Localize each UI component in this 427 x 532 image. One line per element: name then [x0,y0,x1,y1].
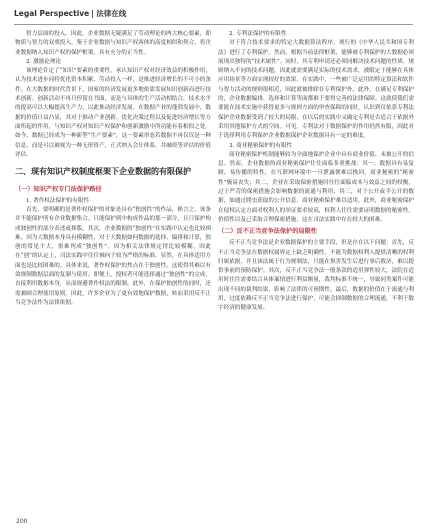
subheading-trade-secret: 3. 商业秘密保护的有限性 [229,142,293,149]
paragraph-labor-theory-end: 智力层面的投入。因此，企业数据无疑满足了劳动理论的两大核心要素，即物质与智力的双重投入。鉴于企业数据与知识产权客体的高度相似和契合，将企业数据纳入知识产权的保护框架，具有充分的正当性。 [15,31,211,56]
subheading-incentive-theory: 2. 激励论理论 [26,58,62,65]
paragraph-incentive-theory: 该理论肯定了“知识”要素的重要性，承认知识产权对经济效益的积极作用，认为技术进步同将优化资本积累、劳动投入一样，是推进经济增长的不可小的条件。在大数据的时代背景下，国家的经济发展更多地依靠发展知识创新而进行技术创新。创新活动不再只停留在书面，而是与具体的生产活动相结合，技术水平的提高可以大幅提高生产力，以此推动经济发展。在数据产业的蓬勃发展中，数据的价值日益凸显，其对于推动产业创新、优化决策过程以及促进经济增长等方面所起的作用，与知识产权对知识产权保护和创新激励中所功能有着相似之处。如今，数据已经成为一种新型“生产要素”，这一要素形态若数据不再仅仅是一种信息，而是可以被视为一种无形资产，正式纳入会计体系，并融资等评估的价值评估。 [15,68,211,158]
journal-brand: Legal Perspective [14,9,90,18]
subsection-title-unfair-competition: （二）反不正当竞争法保护的局限性 [218,228,317,236]
right-column [218,30,414,314]
running-header [14,4,413,25]
paragraph-unfair-competition: 反不正当竞争法是企业数据保护的主要手段，但是存在以下问题：首先，反不正当竞争法在数据权属界定上缺乏明确性，不能为数据权利人提供清晰的权利归属依据，并且该法属于行为规制法，只能在损害发生后进行事后救济，难以提供事前的预防保护。其次，反不正当竞争法一般条款的适用弹性较大，法院在适用时往往需要结合具体案情进行利益衡量，裁判标准不统一，导致同类案件可能出现不同的裁判结果，影响了法律的可预期性。最后，数据的价值在于流通与利用，过度依赖反不正当竞争法进行保护，可能会抑制数据的合理流通，不利于数字经济的健康发展。 [218,240,414,312]
left-column [15,30,211,308]
section-title: 二、现有知识产权制度框架下企业数据的有限保护 [15,167,191,177]
subheading-copyright: 1. 著作权法保护的有限性 [26,197,90,204]
paragraph-patent: 对于符合技术要求的特定大数据算法程序，现行的《中华人民共和国专利法》进行了专利保护。然而，根据当前法律框架，能够被专利保护的大数据必须展现出独特的“技术属性”。同时，其专利申请还必须同解决技术问题的性质、规则纳入不同的技术问题，因此就需要满足实际的技术需求，被限定于能够在具体应用场景等方面实现较好的效果。在实践中，一些被广泛运用的特定算法和软件与智力活动的规则很相近，因此就被排除在专利保护外。此外，在满足专利保护的，企业数据编排、选择和计算等面都难于要得完善的法律保障。这就使我们需要能在技术实施中获得更多与规则方面的审查保障的同时，认识到仅依靠专利法保护企业数据受到了较大的局限，在以后的实践中又确定专利是否适合于依据外采用其他保护方式的空间。可见，专利法对于数据保护的作用仍然有限，因此对于选择利用专利保护企业数据保护企业数据具有一定的难度。 [218,40,414,140]
header-separator [92,10,93,18]
subheading-patent: 2. 专利法保护的有限性 [229,31,287,37]
page-number: 200 [16,518,28,525]
paragraph-trade-secret: 商业秘密保护机制能够较为全面地保护企业中具有商业价值、未被公开的信息。然而，企业数据的商业秘密保护往往面临多重挑战：其一，数据具有易复制、易传播的特性，在互联网环境中一旦泄露便难以挽回，商业秘密的“秘密性”极易丧失；其二，企业在采取保密措施时往往面临成本与效益之间的权衡，过于严苛的保密措施会影响数据的流通与利用；其三，对于公开或半公开的数据，如通过爬虫获取的公开信息，商业秘密保护难以适用。此外，商业秘密保护在侵权认定方面对权利人的举证要求较高，权利人往往需要证明数据的秘密性、价值性以及已采取合理保密措施，这在司法实践中存在较大的困难。 [218,151,414,223]
journal-section: 法律在线 [96,9,127,18]
subsection-title-ip-law: （一）知识产权专门法保护路径 [15,185,102,193]
paragraph-copyright: 首先，要明确的是著作权保护的对象是具有“独创性”的作品，换言之，该条并不能保护所有企业数据集合。只能保护到中构成作品的那一部分，且只保护构成独创性的部分表述或排版。其次，企业数据的“独创性”在实践中认定也比较困难，因为大数据本身具有模糊性，对于大数据如何数据的选择、编排和计算，独创的常见不大，很难判成“独创性”。因为相关法律规定得比较模糊，因此在“创”的认定上，司法实践中往往倾向于较为严格的标准，显然，在具体适用方面也是比较困难的。具体来说，著作权保护的焦点在于独创性，这使得其难以有效规制数据层面的复制与使用。即便上，授权者可能选择通过“独创性”的完成，直接利用数据本身，从而规避著作权法的限制。此外，在保护独创性的同时，还需兼顾合理使用原则。因此，许多企业为了更有效地保护数据，转而采用反不正当竞争法作为法律依据。 [15,206,211,306]
